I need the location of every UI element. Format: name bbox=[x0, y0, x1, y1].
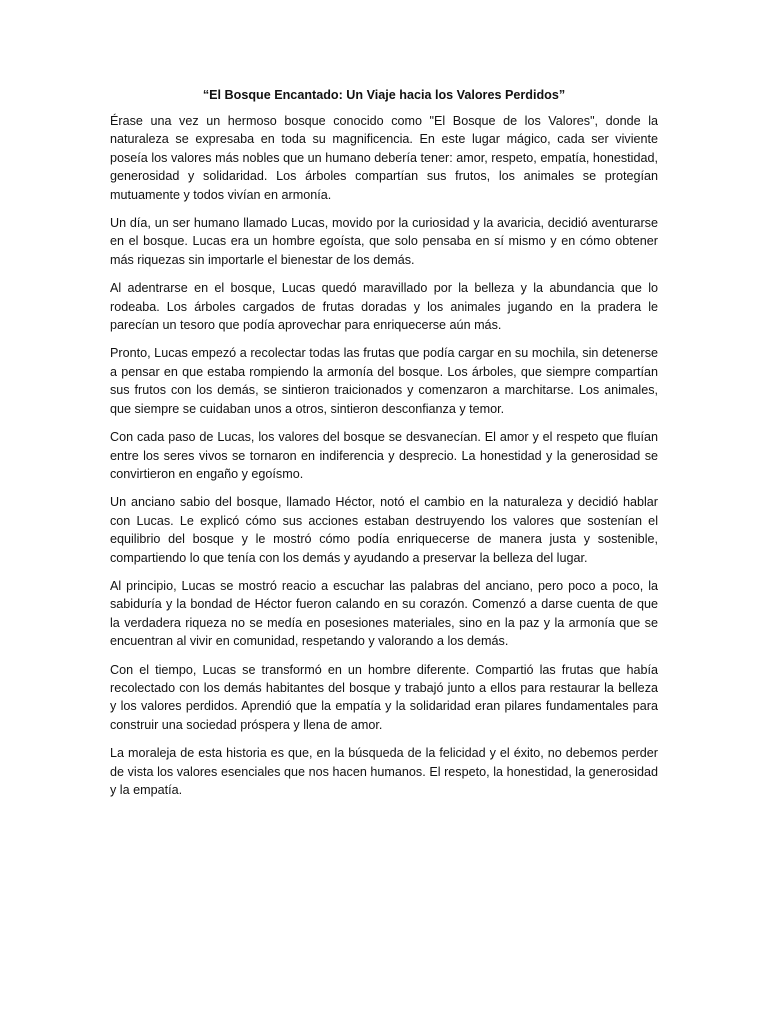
paragraph-4: Pronto, Lucas empezó a recolectar todas las frutas que podía cargar en su mochila, sin detenerse a pensar en que estaba rompiendo la armonía del bosque. Los árboles, que siempre compartían sus frutos con los demás, se sintieron traicionados y comenzaron a marchitarse. Los animales, que siempre se cuidaban unos a otros, sintieron desconfianza y temor. bbox=[110, 346, 658, 416]
paragraph-2: Un día, un ser humano llamado Lucas, movido por la curiosidad y la avaricia, decidió aventurarse en el bosque. Lucas era un hombre egoísta, que solo pensaba en sí mismo y en cómo obtener más riquezas sin importarle el bienestar de los demás. bbox=[110, 216, 658, 267]
document-title: “El Bosque Encantado: Un Viaje hacia los Valores Perdidos” bbox=[202, 88, 566, 102]
paragraph-8: Con el tiempo, Lucas se transformó en un hombre diferente. Compartió las frutas que había recolectado con los demás habitantes del bosque y trabajó junto a ellos para restaurar la belleza y los valores perdidos. Aprendió que la empatía y la solidaridad eran pilares fundamentales para construir una sociedad próspera y llena de amor. bbox=[110, 662, 658, 732]
paragraph-6: Un anciano sabio del bosque, llamado Héctor, notó el cambio en la naturaleza y decidió hablar con Lucas. Le explicó cómo sus acciones estaban destruyendo los valores que sostenían el equilibrio del bosque y le mostró cómo podía enriquecerse de manera justa y sostenible, compartiendo lo que tenía con los demás y ayudando a preservar la belleza del lugar. bbox=[110, 495, 658, 565]
paragraph-3: Al adentrarse en el bosque, Lucas quedó maravillado por la belleza y la abundancia que lo rodeaba. Los árboles cargados de frutas doradas y los animales jugando en la pradera le parecían un tesoro que podía aprovechar para enriquecerse aún más. bbox=[110, 281, 658, 333]
document-page bbox=[110, 86, 658, 809]
paragraph-7: Al principio, Lucas se mostró reacio a escuchar las palabras del anciano, pero poco a poco, la sabiduría y la bondad de Héctor fueron calando en su corazón. Comenzó a darse cuenta de que la verdadera riqueza no se medía en posesiones materiales, sino en la paz y la armonía que se encuentran al vivir en comunidad, respetando y valorando a los demás. bbox=[110, 578, 658, 649]
paragraph-1: Érase una vez un hermoso bosque conocido como "El Bosque de los Valores", donde la naturaleza se expresaba en toda su magnificencia. En este lugar mágico, cada ser viviente poseía los valores más nobles que un humano debería tener: amor, respeto, empatía, honestidad, generosidad y solidaridad. Los árboles compartían sus frutos, los animales se protegían mutuamente y todos vivían en armonía. bbox=[110, 114, 658, 202]
paragraph-5: Con cada paso de Lucas, los valores del bosque se desvanecían. El amor y el respeto que fluían entre los seres vivos se tornaron en indiferencia y desprecio. La honestidad y la generosidad se convirtieron en engaño y egoísmo. bbox=[110, 430, 658, 481]
paragraph-9: La moraleja de esta historia es que, en la búsqueda de la felicidad y el éxito, no debemos perder de vista los valores esenciales que nos hacen humanos. El respeto, la honestidad, la generosidad y la empatía. bbox=[110, 746, 658, 797]
